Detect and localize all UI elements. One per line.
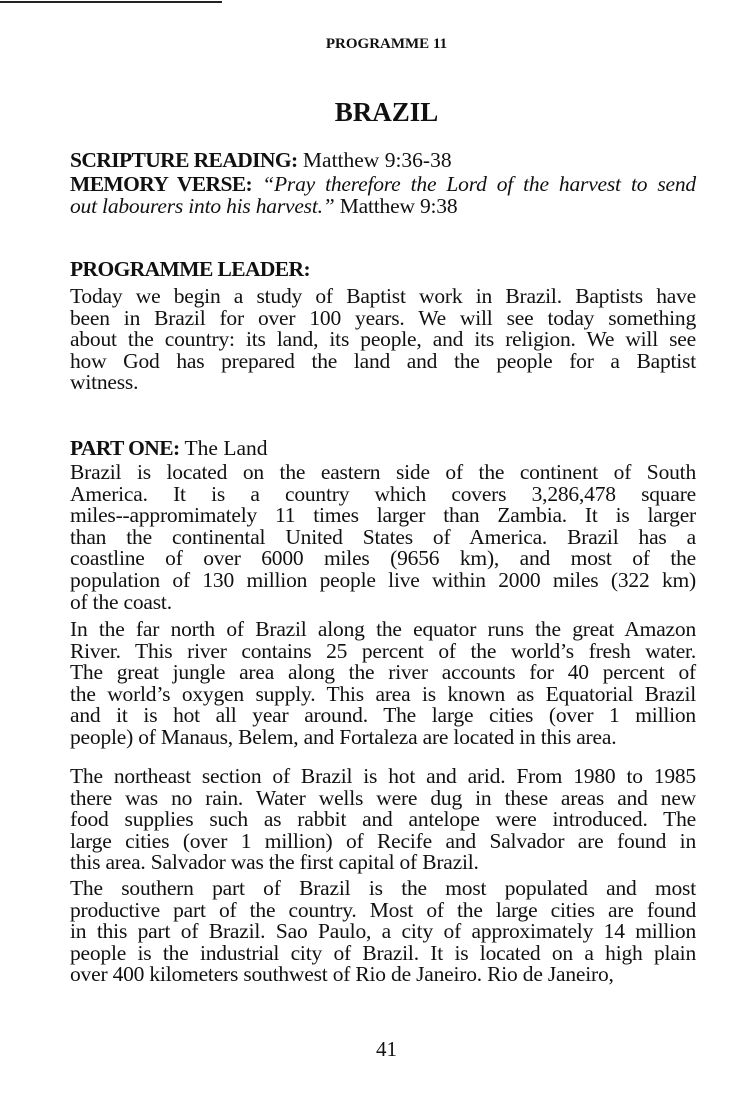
scripture-reading xyxy=(70,150,696,172)
text-line: The southern part of Brazil is the most populated and most xyxy=(70,876,696,900)
memory-verse-quote-end: out labourers into his harvest.” xyxy=(70,193,335,218)
text-line: people) of Manaus, Belem, and Fortaleza are located in this area. xyxy=(70,724,617,749)
paragraph xyxy=(70,878,696,986)
text-line: coastline of over 6000 miles (9656 km), and most of the xyxy=(70,546,696,571)
text-line: the world’s oxygen supply. This area is known as Equatorial Brazil xyxy=(70,681,696,706)
text-line: about the country: its land, its people, and its religion. We will see xyxy=(70,327,696,352)
page-number: 41 xyxy=(376,1037,397,1061)
memory-verse-line-2 xyxy=(70,193,696,218)
text-line: The great jungle area along the river accounts for 40 percent of xyxy=(70,660,696,685)
text-line: this area. Salvador was the first capital of Brazil. xyxy=(70,850,479,875)
paragraph xyxy=(70,462,696,613)
leader-heading: PROGRAMME LEADER: xyxy=(70,257,311,281)
text-line: large cities (over 1 million) of Recife and Salvador are found in xyxy=(70,828,696,853)
text-line: America. It is a country which covers 3,286,478 square xyxy=(70,481,696,506)
paragraph xyxy=(70,766,696,874)
text-line: and it is hot all year around. The large cities (over 1 million xyxy=(70,703,696,728)
text-line: River. This river contains 25 percent of the world’s fresh water. xyxy=(70,638,696,663)
text-line: food supplies such as rabbit and antelope were introduced. The xyxy=(70,807,696,832)
programme-header: PROGRAMME 11 xyxy=(325,36,448,52)
text-line: Today we begin a study of Baptist work in Brazil. Baptists have xyxy=(70,284,696,308)
memory-verse-label: MEMORY VERSE: xyxy=(70,172,253,196)
memory-verse-line-1 xyxy=(70,174,696,196)
text-line: of the coast. xyxy=(70,589,172,614)
memory-verse-reference: Matthew 9:38 xyxy=(339,193,458,218)
text-line: over 400 kilometers southwest of Rio de Janeiro. Rio de Janeiro, xyxy=(70,962,614,987)
text-line: there was no rain. Water wells were dug in these areas and new xyxy=(70,785,696,810)
text-line: The northeast section of Brazil is hot and arid. From 1980 to 1985 xyxy=(70,764,696,788)
part-one-text: The Land xyxy=(184,436,268,460)
text-line: In the far north of Brazil along the equator runs the great Amazon xyxy=(70,617,696,641)
text-line: productive part of the country. Most of the large cities are found xyxy=(70,897,696,922)
text-line: than the continental United States of America. Brazil has a xyxy=(70,524,696,549)
paragraph xyxy=(70,619,696,749)
top-rule xyxy=(0,1,222,3)
text-line: witness. xyxy=(70,370,139,395)
part-one-label: PART ONE: xyxy=(70,436,180,460)
part-one-heading xyxy=(70,438,696,460)
memory-verse xyxy=(70,174,696,217)
text-line: miles--appromimately 11 times larger than Zambia. It is larger xyxy=(70,503,696,528)
text-line: in this part of Brazil. Sao Paulo, a city of approximately 14 million xyxy=(70,919,696,944)
text-line: population of 130 million people live within 2000 miles (322 km) xyxy=(70,567,696,592)
text-line: how God has prepared the land and the people for a Baptist xyxy=(70,348,696,373)
page-title: BRAZIL xyxy=(334,97,439,127)
text-line: been in Brazil for over 100 years. We will see today something xyxy=(70,305,696,330)
scripture-text: Matthew 9:36-38 xyxy=(302,148,452,172)
scripture-label: SCRIPTURE READING: xyxy=(70,148,298,172)
text-line: Brazil is located on the eastern side of the continent of South xyxy=(70,460,696,484)
paragraph xyxy=(70,286,696,394)
text-line: people is the industrial city of Brazil. It is located on a high plain xyxy=(70,940,696,965)
memory-verse-quote: “Pray therefore the Lord of the harvest to send xyxy=(262,172,696,196)
